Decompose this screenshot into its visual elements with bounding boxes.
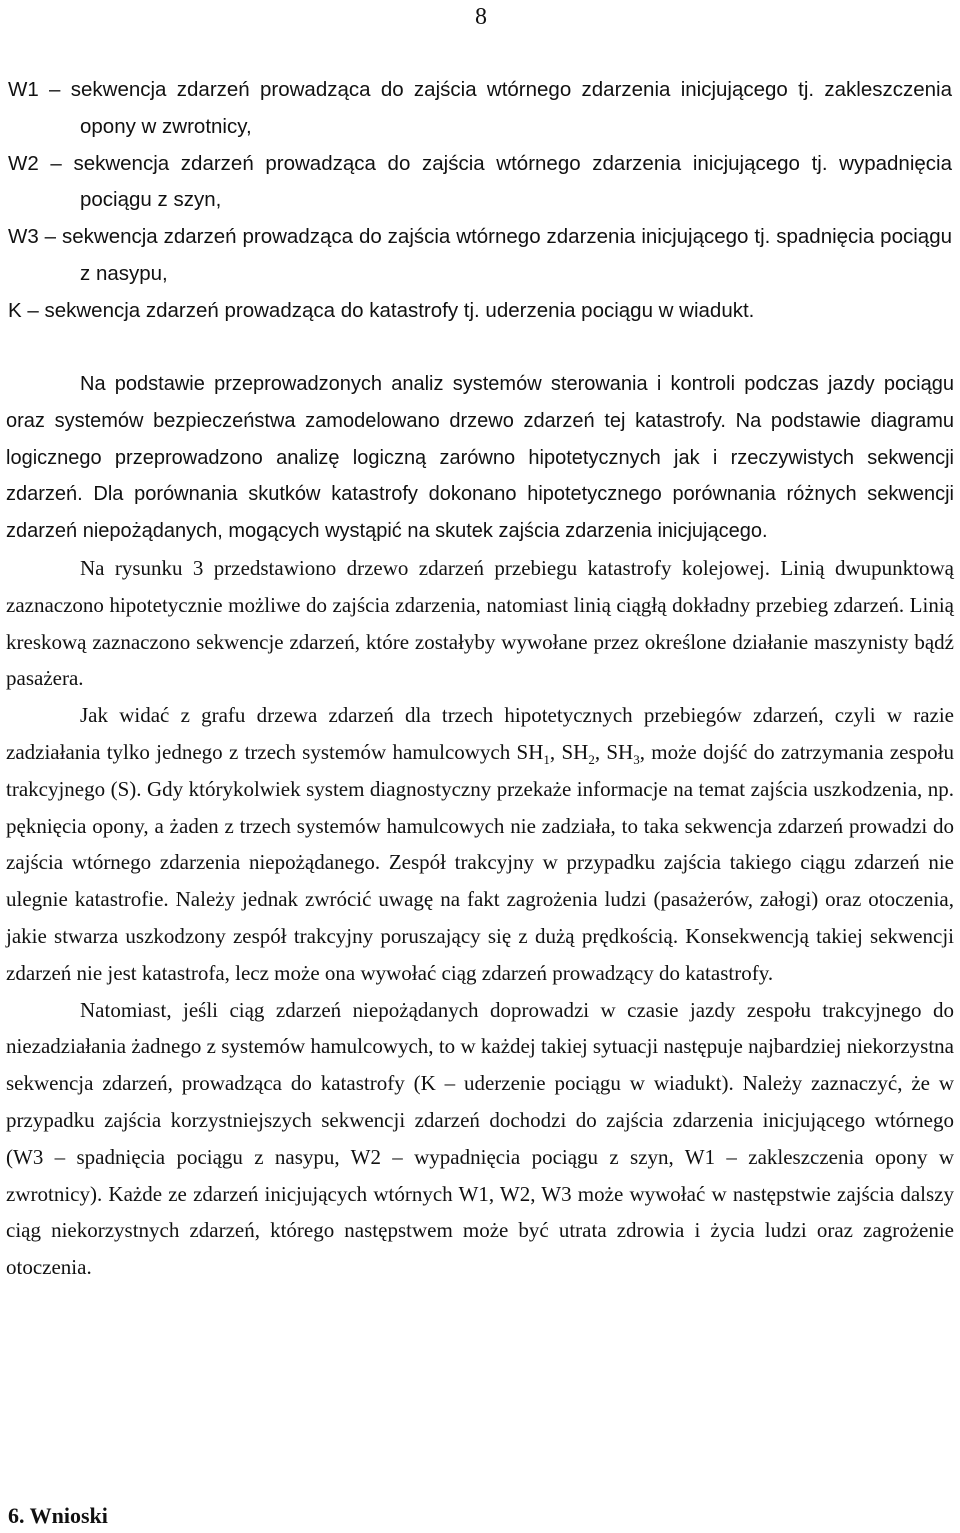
page-number: 8 bbox=[475, 4, 487, 30]
definition-list bbox=[8, 72, 952, 330]
body-text bbox=[6, 366, 954, 1286]
brake-system-sh3: $SH_3$ bbox=[606, 739, 640, 768]
paragraph-analysis: Na podstawie przeprowadzonych analiz systemów sterowania i kontroli podczas jazdy pociągu oraz systemów bezpieczeństwa zamodelowano drzewo zdarzeń tej katastrofy. Na podstawie diagramu logicznego przeprowadzono analizę logiczną zarówno hipotetycznych jak i rzeczywistych sekwencji zdarzeń. Dla porównania skutków katastrofy dokonano hipotetycznego porównania różnych sekwencji zdarzeń niepożądanych, mogących wystąpić na skutek zajścia zdarzenia inicjującego. bbox=[6, 373, 954, 543]
brake-system-sh2: $SH_2$ bbox=[561, 739, 595, 768]
definition-item-k: K – sekwencja zdarzeń prowadząca do katastrofy tj. uderzenia pociągu w wiadukt. bbox=[8, 298, 755, 322]
paragraph-hypothetical-sequences: Jak widać z grafu drzewa zdarzeń dla trzech hipotetycznych przebiegów zdarzeń, czyli w razie zadziałania tylko jednego z trzech systemów hamulcowych $SH_1$, $SH_2$, $SH_3$, może dojść do zatrzymania zespołu trakcyjnego (S). Gdy którykolwiek system diagnostyczny przekaże informacje na temat zajścia uszkodzenia, np. pęknięcia opony, a żaden z trzech systemów hamulcowych nie zadziała, to taka sekwencja zdarzeń prowadzi do zajścia wtórnego zdarzenia niepożądanego. Zespół trakcyjny w przypadku zajścia takiego ciągu zdarzeń nie ulegnie katastrofie. Należy jednak zwrócić uwagę na fakt zagrożenia ludzi (pasażerów, załogi) oraz otoczenia, jakie stwarza uszkodzony zespół trakcyjny poruszający się z dużą prędkością. Konsekwencją takiej sekwencji zdarzeń nie jest katastrofa, lecz może ona wywołać ciąg zdarzeń prowadzący do katastrofy. bbox=[6, 703, 954, 985]
paragraph-worst-case: Natomiast, jeśli ciąg zdarzeń niepożądanych doprowadzi w czasie jazdy zespołu trakcyjnego do niezadziałania żadnego z systemów hamulcowych, to w każdej takiej sytuacji następuje najbardziej niekorzystna sekwencja zdarzeń, prowadząca do katastrofy (K – uderzenie pociągu w wiadukt). Należy zaznaczyć, że w przypadku zajścia korzystniejszych sekwencji zdarzeń dochodzi do zajścia zdarzenia inicjującego wtórnego (W3 – spadnięcia pociągu z nasypu, W2 – wypadnięcia pociągu z szyn, W1 – zakleszczenia opony w zwrotnicy). Każde ze zdarzeń inicjujących wtórnych W1, W2, W3 może wywołać w następstwie zajścia dalszy ciąg niekorzystnych zdarzeń, którego następstwem może być utrata zdrowia i życia ludzi oraz zagrożenie otoczenia. bbox=[6, 997, 954, 1280]
brake-system-sh1: $SH_1$ bbox=[516, 739, 550, 768]
section-heading-conclusions: 6. Wnioski bbox=[8, 1503, 108, 1528]
text-segment: , może dojść do zatrzymania zespołu trakcyjnego (S). Gdy którykolwiek system diagnostyczny przekaże informacje na temat zajścia uszkodzenia, np. pęknięcia opony, a żaden z trzech systemów hamulcowych nie zadziała, to taka sekwencja zdarzeń prowadzi do zajścia wtórnego zdarzenia niepożądanego. Zespół trakcyjny w przypadku zajścia takiego ciągu zdarzeń nie ulegnie katastrofie. Należy jednak zwrócić uwagę na fakt zagrożenia ludzi (pasażerów, załogi) oraz otoczenia, jakie stwarza uszkodzony zespół trakcyjny poruszający się z dużą prędkością. Konsekwencją takiej sekwencji zdarzeń nie jest katastrofa, lecz może ona wywołać ciąg zdarzeń prowadzący do katastrofy. bbox=[6, 739, 954, 985]
definition-item-w2: W2 – sekwencja zdarzeń prowadząca do zajścia wtórnego zdarzenia inicjującego tj. wypadnięcia pociągu z szyn, bbox=[8, 151, 952, 212]
definition-item-w3: W3 – sekwencja zdarzeń prowadząca do zajścia wtórnego zdarzenia inicjującego tj. spadnięcia pociągu z nasypu, bbox=[8, 225, 952, 285]
definition-item-w1: W1 – sekwencja zdarzeń prowadząca do zajścia wtórnego zdarzenia inicjującego tj. zakleszczenia opony w zwrotnicy, bbox=[8, 78, 952, 138]
paragraph-figure-description: Na rysunku 3 przedstawiono drzewo zdarzeń przebiegu katastrofy kolejowej. Linią dwupunktową zaznaczono hipotetycznie możliwe do zajścia zdarzenia, natomiast linią ciągłą dokładny przebieg zdarzeń. Linią kreskową zaznaczono sekwencje zdarzeń, które zostałyby wywołane przez określone działanie maszynisty bądź pasażera. bbox=[6, 555, 954, 691]
text-segment: Jak widać z grafu drzewa zdarzeń dla trzech hipotetycznych przebiegów zdarzeń, czyli w razie zadziałania tylko jednego z trzech systemów hamulcowych bbox=[6, 703, 954, 764]
